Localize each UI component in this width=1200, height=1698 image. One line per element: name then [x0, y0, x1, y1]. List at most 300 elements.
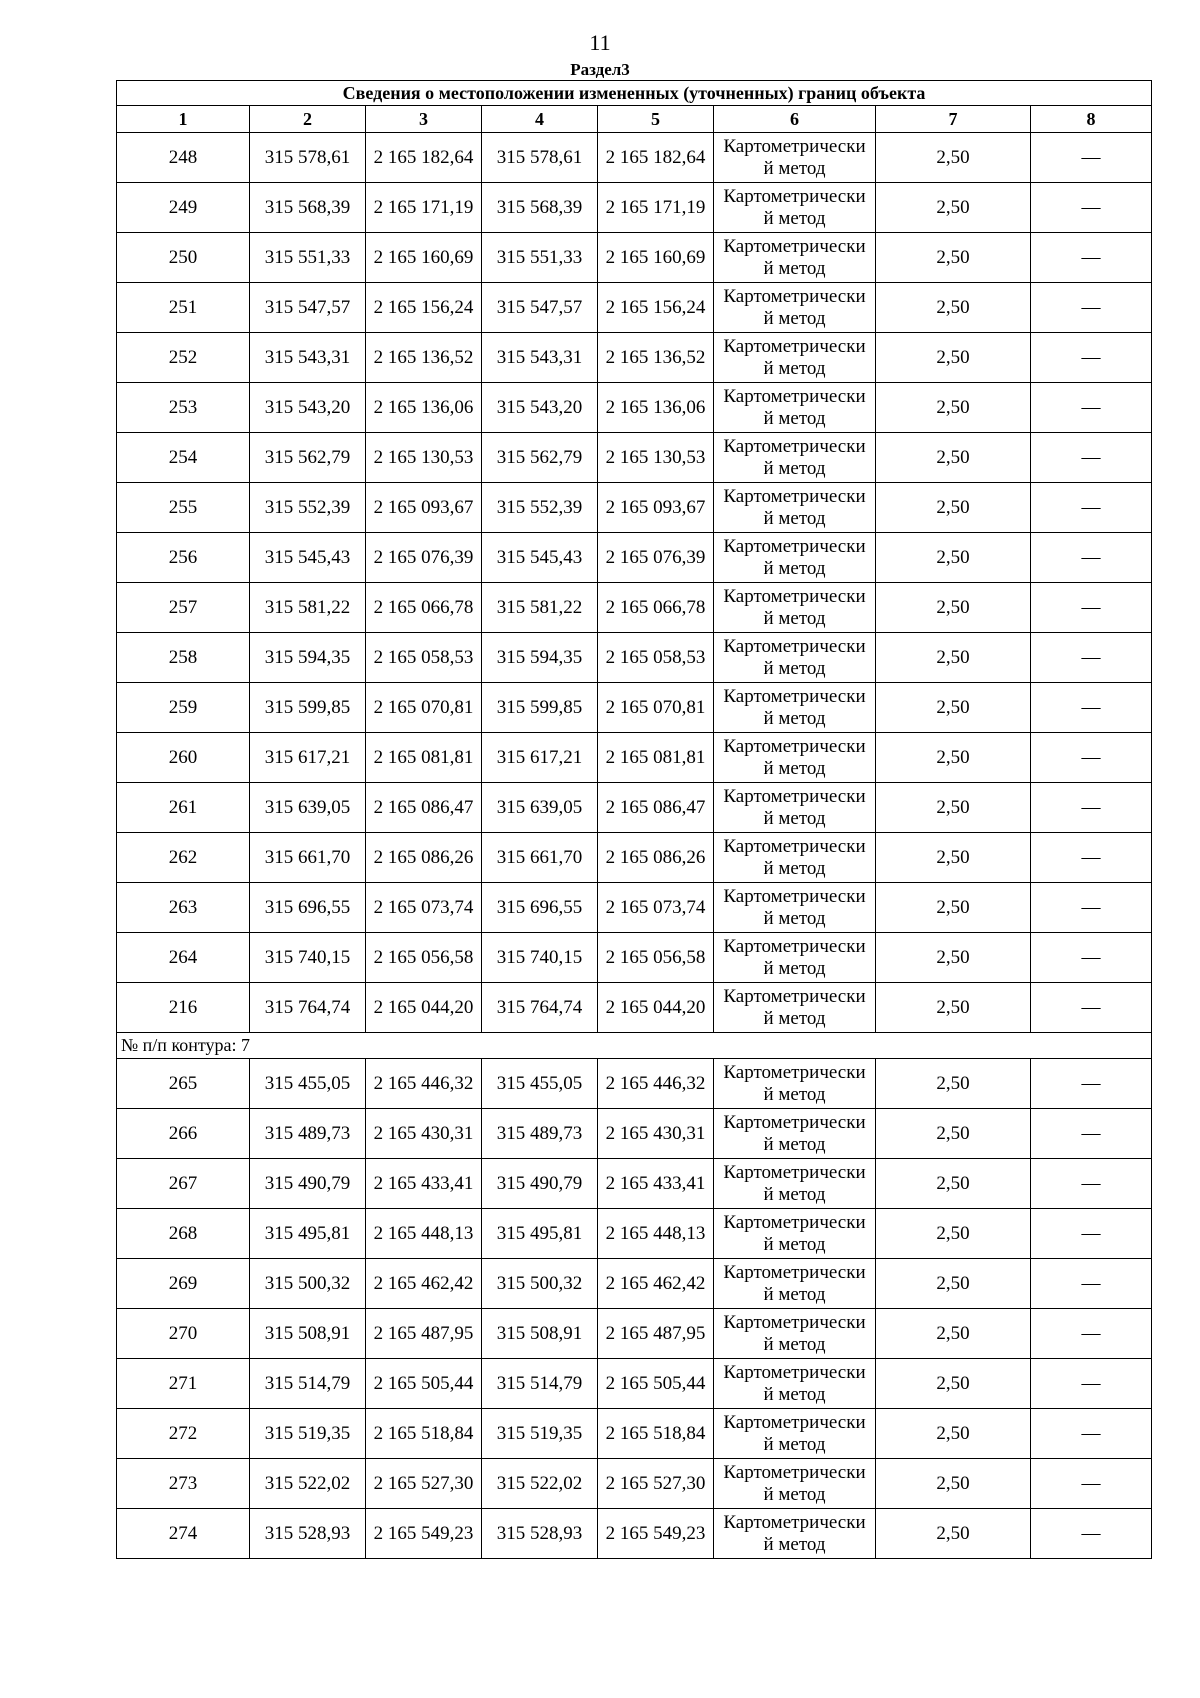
table-row — [117, 1359, 1152, 1409]
point-number-cell: 268 — [117, 1209, 250, 1259]
x-existing-cell: 315 508,91 — [250, 1309, 366, 1359]
contour-label: № п/п контура: 7 — [117, 1033, 1152, 1059]
method-text-line: й метод — [763, 1533, 826, 1555]
point-number-cell: 248 — [117, 133, 250, 183]
x-existing-cell: 315 562,79 — [250, 433, 366, 483]
accuracy-cell: 2,50 — [876, 1409, 1031, 1459]
y-new-cell: 2 165 518,84 — [598, 1409, 714, 1459]
x-existing-cell: 315 519,35 — [250, 1409, 366, 1459]
table-row — [117, 1259, 1152, 1309]
y-existing-cell: 2 165 462,42 — [366, 1259, 482, 1309]
x-existing-cell: 315 581,22 — [250, 583, 366, 633]
x-new-cell: 315 696,55 — [482, 883, 598, 933]
method-cell — [714, 1059, 876, 1109]
method-text-line: й метод — [763, 1283, 826, 1305]
accuracy-cell: 2,50 — [876, 533, 1031, 583]
accuracy-cell: 2,50 — [876, 733, 1031, 783]
x-new-cell: 315 599,85 — [482, 683, 598, 733]
y-existing-cell: 2 165 446,32 — [366, 1059, 482, 1109]
accuracy-cell: 2,50 — [876, 1509, 1031, 1559]
accuracy-cell: 2,50 — [876, 683, 1031, 733]
point-number-cell: 265 — [117, 1059, 250, 1109]
accuracy-cell: 2,50 — [876, 183, 1031, 233]
accuracy-cell: 2,50 — [876, 433, 1031, 483]
y-new-cell: 2 165 073,74 — [598, 883, 714, 933]
y-existing-cell: 2 165 156,24 — [366, 283, 482, 333]
x-existing-cell: 315 568,39 — [250, 183, 366, 233]
y-existing-cell: 2 165 518,84 — [366, 1409, 482, 1459]
method-text-line: Картометрически — [723, 685, 866, 707]
y-new-cell: 2 165 462,42 — [598, 1259, 714, 1309]
x-existing-cell: 315 543,31 — [250, 333, 366, 383]
point-number-cell: 249 — [117, 183, 250, 233]
description-cell: — — [1031, 433, 1152, 483]
y-new-cell: 2 165 136,06 — [598, 383, 714, 433]
y-existing-cell: 2 165 171,19 — [366, 183, 482, 233]
x-new-cell: 315 552,39 — [482, 483, 598, 533]
x-existing-cell: 315 696,55 — [250, 883, 366, 933]
description-cell: — — [1031, 133, 1152, 183]
method-text-line: й метод — [763, 407, 826, 429]
method-text-line: й метод — [763, 257, 826, 279]
point-number-cell: 257 — [117, 583, 250, 633]
method-text-line: й метод — [763, 1083, 826, 1105]
accuracy-cell: 2,50 — [876, 933, 1031, 983]
table-row — [117, 983, 1152, 1033]
x-existing-cell: 315 522,02 — [250, 1459, 366, 1509]
method-text-line: Картометрически — [723, 785, 866, 807]
description-cell: — — [1031, 633, 1152, 683]
method-text-line: Картометрически — [723, 985, 866, 1007]
description-cell: — — [1031, 483, 1152, 533]
column-number: 7 — [876, 106, 1031, 133]
y-new-cell: 2 165 549,23 — [598, 1509, 714, 1559]
description-cell: — — [1031, 1109, 1152, 1159]
table-body — [117, 81, 1152, 1559]
y-existing-cell: 2 165 487,95 — [366, 1309, 482, 1359]
table-row — [117, 933, 1152, 983]
method-text-line: Картометрически — [723, 1061, 866, 1083]
method-cell — [714, 833, 876, 883]
method-text-line: Картометрически — [723, 1261, 866, 1283]
method-text-line: Картометрически — [723, 385, 866, 407]
table-row — [117, 533, 1152, 583]
point-number-cell: 254 — [117, 433, 250, 483]
description-cell: — — [1031, 933, 1152, 983]
method-text-line: й метод — [763, 1133, 826, 1155]
accuracy-cell: 2,50 — [876, 333, 1031, 383]
y-existing-cell: 2 165 505,44 — [366, 1359, 482, 1409]
column-number: 5 — [598, 106, 714, 133]
table-row — [117, 233, 1152, 283]
table-row — [117, 1159, 1152, 1209]
x-new-cell: 315 514,79 — [482, 1359, 598, 1409]
accuracy-cell: 2,50 — [876, 1459, 1031, 1509]
method-text-line: Картометрически — [723, 285, 866, 307]
table-row — [117, 333, 1152, 383]
x-existing-cell: 315 489,73 — [250, 1109, 366, 1159]
accuracy-cell: 2,50 — [876, 283, 1031, 333]
method-text-line: Картометрически — [723, 1511, 866, 1533]
description-cell: — — [1031, 1459, 1152, 1509]
method-cell — [714, 383, 876, 433]
method-cell — [714, 1159, 876, 1209]
accuracy-cell: 2,50 — [876, 1209, 1031, 1259]
method-text-line: Картометрически — [723, 885, 866, 907]
description-cell: — — [1031, 1259, 1152, 1309]
y-new-cell: 2 165 448,13 — [598, 1209, 714, 1259]
point-number-cell: 267 — [117, 1159, 250, 1209]
y-existing-cell: 2 165 430,31 — [366, 1109, 482, 1159]
point-number-cell: 271 — [117, 1359, 250, 1409]
column-number: 3 — [366, 106, 482, 133]
method-cell — [714, 1509, 876, 1559]
x-existing-cell: 315 639,05 — [250, 783, 366, 833]
method-cell — [714, 883, 876, 933]
y-existing-cell: 2 165 070,81 — [366, 683, 482, 733]
table-row — [117, 1209, 1152, 1259]
method-cell — [714, 783, 876, 833]
x-new-cell: 315 581,22 — [482, 583, 598, 633]
method-text-line: й метод — [763, 757, 826, 779]
method-text-line: й метод — [763, 1383, 826, 1405]
y-new-cell: 2 165 058,53 — [598, 633, 714, 683]
method-text-line: й метод — [763, 1483, 826, 1505]
y-new-cell: 2 165 076,39 — [598, 533, 714, 583]
method-text-line: й метод — [763, 507, 826, 529]
method-text-line: Картометрически — [723, 935, 866, 957]
accuracy-cell: 2,50 — [876, 233, 1031, 283]
x-new-cell: 315 545,43 — [482, 533, 598, 583]
x-existing-cell: 315 661,70 — [250, 833, 366, 883]
x-new-cell: 315 547,57 — [482, 283, 598, 333]
table-row — [117, 783, 1152, 833]
column-number: 2 — [250, 106, 366, 133]
x-new-cell: 315 740,15 — [482, 933, 598, 983]
point-number-cell: 263 — [117, 883, 250, 933]
description-cell: — — [1031, 1409, 1152, 1459]
column-number: 6 — [714, 106, 876, 133]
method-text-line: Картометрически — [723, 585, 866, 607]
description-cell: — — [1031, 183, 1152, 233]
method-cell — [714, 233, 876, 283]
accuracy-cell: 2,50 — [876, 983, 1031, 1033]
table-title-row — [117, 81, 1152, 106]
method-text-line: Картометрически — [723, 735, 866, 757]
section-label: Раздел3 — [570, 60, 630, 79]
method-text-line: й метод — [763, 1333, 826, 1355]
method-cell — [714, 1109, 876, 1159]
description-cell: — — [1031, 1309, 1152, 1359]
method-text-line: й метод — [763, 1183, 826, 1205]
point-number-cell: 260 — [117, 733, 250, 783]
y-existing-cell: 2 165 081,81 — [366, 733, 482, 783]
y-existing-cell: 2 165 448,13 — [366, 1209, 482, 1259]
description-cell: — — [1031, 833, 1152, 883]
description-cell: — — [1031, 1059, 1152, 1109]
x-existing-cell: 315 528,93 — [250, 1509, 366, 1559]
method-text-line: й метод — [763, 207, 826, 229]
method-cell — [714, 1309, 876, 1359]
method-cell — [714, 1259, 876, 1309]
table-row — [117, 1059, 1152, 1109]
y-new-cell: 2 165 487,95 — [598, 1309, 714, 1359]
x-existing-cell: 315 594,35 — [250, 633, 366, 683]
y-existing-cell: 2 165 086,47 — [366, 783, 482, 833]
table-row — [117, 883, 1152, 933]
method-cell — [714, 733, 876, 783]
point-number-cell: 269 — [117, 1259, 250, 1309]
accuracy-cell: 2,50 — [876, 1359, 1031, 1409]
method-cell — [714, 933, 876, 983]
method-cell — [714, 633, 876, 683]
x-existing-cell: 315 545,43 — [250, 533, 366, 583]
accuracy-cell: 2,50 — [876, 133, 1031, 183]
method-cell — [714, 483, 876, 533]
x-existing-cell: 315 578,61 — [250, 133, 366, 183]
x-new-cell: 315 551,33 — [482, 233, 598, 283]
description-cell: — — [1031, 733, 1152, 783]
method-cell — [714, 533, 876, 583]
accuracy-cell: 2,50 — [876, 483, 1031, 533]
point-number-cell: 256 — [117, 533, 250, 583]
x-existing-cell: 315 764,74 — [250, 983, 366, 1033]
point-number-cell: 262 — [117, 833, 250, 883]
table-row — [117, 1509, 1152, 1559]
accuracy-cell: 2,50 — [876, 1109, 1031, 1159]
method-text-line: й метод — [763, 157, 826, 179]
method-text-line: Картометрически — [723, 485, 866, 507]
point-number-cell: 255 — [117, 483, 250, 533]
description-cell: — — [1031, 1209, 1152, 1259]
y-new-cell: 2 165 086,26 — [598, 833, 714, 883]
method-text-line: й метод — [763, 557, 826, 579]
y-existing-cell: 2 165 086,26 — [366, 833, 482, 883]
description-cell: — — [1031, 683, 1152, 733]
method-cell — [714, 433, 876, 483]
method-text-line: Картометрически — [723, 635, 866, 657]
method-text-line: й метод — [763, 1233, 826, 1255]
point-number-cell: 216 — [117, 983, 250, 1033]
point-number-cell: 259 — [117, 683, 250, 733]
accuracy-cell: 2,50 — [876, 1309, 1031, 1359]
y-new-cell: 2 165 433,41 — [598, 1159, 714, 1209]
x-new-cell: 315 489,73 — [482, 1109, 598, 1159]
x-new-cell: 315 490,79 — [482, 1159, 598, 1209]
method-cell — [714, 1359, 876, 1409]
method-cell — [714, 333, 876, 383]
method-text-line: й метод — [763, 707, 826, 729]
x-new-cell: 315 568,39 — [482, 183, 598, 233]
accuracy-cell: 2,50 — [876, 633, 1031, 683]
method-text-line: й метод — [763, 957, 826, 979]
x-existing-cell: 315 455,05 — [250, 1059, 366, 1109]
x-new-cell: 315 764,74 — [482, 983, 598, 1033]
x-existing-cell: 315 617,21 — [250, 733, 366, 783]
table-row — [117, 633, 1152, 683]
method-text-line: й метод — [763, 1007, 826, 1029]
method-text-line: й метод — [763, 807, 826, 829]
table-row — [117, 583, 1152, 633]
x-new-cell: 315 528,93 — [482, 1509, 598, 1559]
x-new-cell: 315 661,70 — [482, 833, 598, 883]
method-text-line: Картометрически — [723, 185, 866, 207]
y-existing-cell: 2 165 527,30 — [366, 1459, 482, 1509]
point-number-cell: 266 — [117, 1109, 250, 1159]
table-row — [117, 1459, 1152, 1509]
y-existing-cell: 2 165 136,06 — [366, 383, 482, 433]
table-row — [117, 433, 1152, 483]
x-new-cell: 315 562,79 — [482, 433, 598, 483]
point-number-cell: 264 — [117, 933, 250, 983]
y-new-cell: 2 165 156,24 — [598, 283, 714, 333]
accuracy-cell: 2,50 — [876, 1059, 1031, 1109]
point-number-cell: 251 — [117, 283, 250, 333]
x-existing-cell: 315 740,15 — [250, 933, 366, 983]
y-existing-cell: 2 165 182,64 — [366, 133, 482, 183]
y-existing-cell: 2 165 058,53 — [366, 633, 482, 683]
method-text-line: Картометрически — [723, 335, 866, 357]
x-new-cell: 315 522,02 — [482, 1459, 598, 1509]
x-existing-cell: 315 547,57 — [250, 283, 366, 333]
method-text-line: Картометрически — [723, 1361, 866, 1383]
column-number: 8 — [1031, 106, 1152, 133]
method-cell — [714, 1209, 876, 1259]
y-existing-cell: 2 165 549,23 — [366, 1509, 482, 1559]
contour-header-row — [117, 1033, 1152, 1059]
table-row — [117, 1309, 1152, 1359]
method-text-line: Картометрически — [723, 535, 866, 557]
point-number-cell: 274 — [117, 1509, 250, 1559]
y-new-cell: 2 165 136,52 — [598, 333, 714, 383]
page-number: 11 — [589, 30, 611, 55]
method-cell — [714, 183, 876, 233]
method-text-line: й метод — [763, 907, 826, 929]
column-number: 1 — [117, 106, 250, 133]
table-title: Сведения о местоположении измененных (уточненных) границ объекта — [117, 81, 1152, 106]
table-row — [117, 1109, 1152, 1159]
column-number: 4 — [482, 106, 598, 133]
method-text-line: й метод — [763, 857, 826, 879]
y-new-cell: 2 165 086,47 — [598, 783, 714, 833]
method-cell — [714, 133, 876, 183]
method-text-line: Картометрически — [723, 235, 866, 257]
y-existing-cell: 2 165 433,41 — [366, 1159, 482, 1209]
method-text-line: Картометрически — [723, 1411, 866, 1433]
x-new-cell: 315 543,20 — [482, 383, 598, 433]
method-text-line: й метод — [763, 607, 826, 629]
description-cell: — — [1031, 533, 1152, 583]
x-existing-cell: 315 599,85 — [250, 683, 366, 733]
x-new-cell: 315 455,05 — [482, 1059, 598, 1109]
x-new-cell: 315 519,35 — [482, 1409, 598, 1459]
column-number-row — [117, 106, 1152, 133]
x-new-cell: 315 500,32 — [482, 1259, 598, 1309]
y-new-cell: 2 165 171,19 — [598, 183, 714, 233]
method-cell — [714, 983, 876, 1033]
y-new-cell: 2 165 130,53 — [598, 433, 714, 483]
accuracy-cell: 2,50 — [876, 833, 1031, 883]
method-text-line: Картометрически — [723, 1211, 866, 1233]
description-cell: — — [1031, 333, 1152, 383]
y-new-cell: 2 165 056,58 — [598, 933, 714, 983]
table-row — [117, 833, 1152, 883]
y-existing-cell: 2 165 136,52 — [366, 333, 482, 383]
method-cell — [714, 283, 876, 333]
x-new-cell: 315 543,31 — [482, 333, 598, 383]
table-row — [117, 483, 1152, 533]
point-number-cell: 270 — [117, 1309, 250, 1359]
method-text-line: Картометрически — [723, 1161, 866, 1183]
method-text-line: Картометрически — [723, 1461, 866, 1483]
x-new-cell: 315 578,61 — [482, 133, 598, 183]
accuracy-cell: 2,50 — [876, 1259, 1031, 1309]
method-cell — [714, 683, 876, 733]
accuracy-cell: 2,50 — [876, 883, 1031, 933]
y-new-cell: 2 165 430,31 — [598, 1109, 714, 1159]
y-new-cell: 2 165 066,78 — [598, 583, 714, 633]
y-existing-cell: 2 165 066,78 — [366, 583, 482, 633]
x-existing-cell: 315 551,33 — [250, 233, 366, 283]
method-text-line: й метод — [763, 307, 826, 329]
y-existing-cell: 2 165 044,20 — [366, 983, 482, 1033]
boundary-coordinates-table — [116, 80, 1152, 1559]
point-number-cell: 258 — [117, 633, 250, 683]
description-cell: — — [1031, 1359, 1152, 1409]
description-cell: — — [1031, 583, 1152, 633]
x-existing-cell: 315 514,79 — [250, 1359, 366, 1409]
method-cell — [714, 1409, 876, 1459]
method-cell — [714, 1459, 876, 1509]
method-cell — [714, 583, 876, 633]
description-cell: — — [1031, 283, 1152, 333]
point-number-cell: 252 — [117, 333, 250, 383]
method-text-line: Картометрически — [723, 1111, 866, 1133]
x-existing-cell: 315 552,39 — [250, 483, 366, 533]
table-row — [117, 1409, 1152, 1459]
y-new-cell: 2 165 070,81 — [598, 683, 714, 733]
x-existing-cell: 315 490,79 — [250, 1159, 366, 1209]
y-existing-cell: 2 165 160,69 — [366, 233, 482, 283]
method-text-line: Картометрически — [723, 835, 866, 857]
x-new-cell: 315 508,91 — [482, 1309, 598, 1359]
x-new-cell: 315 617,21 — [482, 733, 598, 783]
x-existing-cell: 315 500,32 — [250, 1259, 366, 1309]
method-text-line: Картометрически — [723, 435, 866, 457]
accuracy-cell: 2,50 — [876, 583, 1031, 633]
y-new-cell: 2 165 160,69 — [598, 233, 714, 283]
method-text-line: й метод — [763, 657, 826, 679]
description-cell: — — [1031, 983, 1152, 1033]
method-text-line: Картометрически — [723, 135, 866, 157]
y-existing-cell: 2 165 056,58 — [366, 933, 482, 983]
y-existing-cell: 2 165 130,53 — [366, 433, 482, 483]
table-row — [117, 683, 1152, 733]
accuracy-cell: 2,50 — [876, 1159, 1031, 1209]
table-row — [117, 133, 1152, 183]
description-cell: — — [1031, 233, 1152, 283]
description-cell: — — [1031, 1509, 1152, 1559]
method-text-line: й метод — [763, 457, 826, 479]
x-new-cell: 315 594,35 — [482, 633, 598, 683]
method-text-line: Картометрически — [723, 1311, 866, 1333]
point-number-cell: 273 — [117, 1459, 250, 1509]
y-new-cell: 2 165 081,81 — [598, 733, 714, 783]
description-cell: — — [1031, 383, 1152, 433]
accuracy-cell: 2,50 — [876, 783, 1031, 833]
description-cell: — — [1031, 1159, 1152, 1209]
y-new-cell: 2 165 527,30 — [598, 1459, 714, 1509]
